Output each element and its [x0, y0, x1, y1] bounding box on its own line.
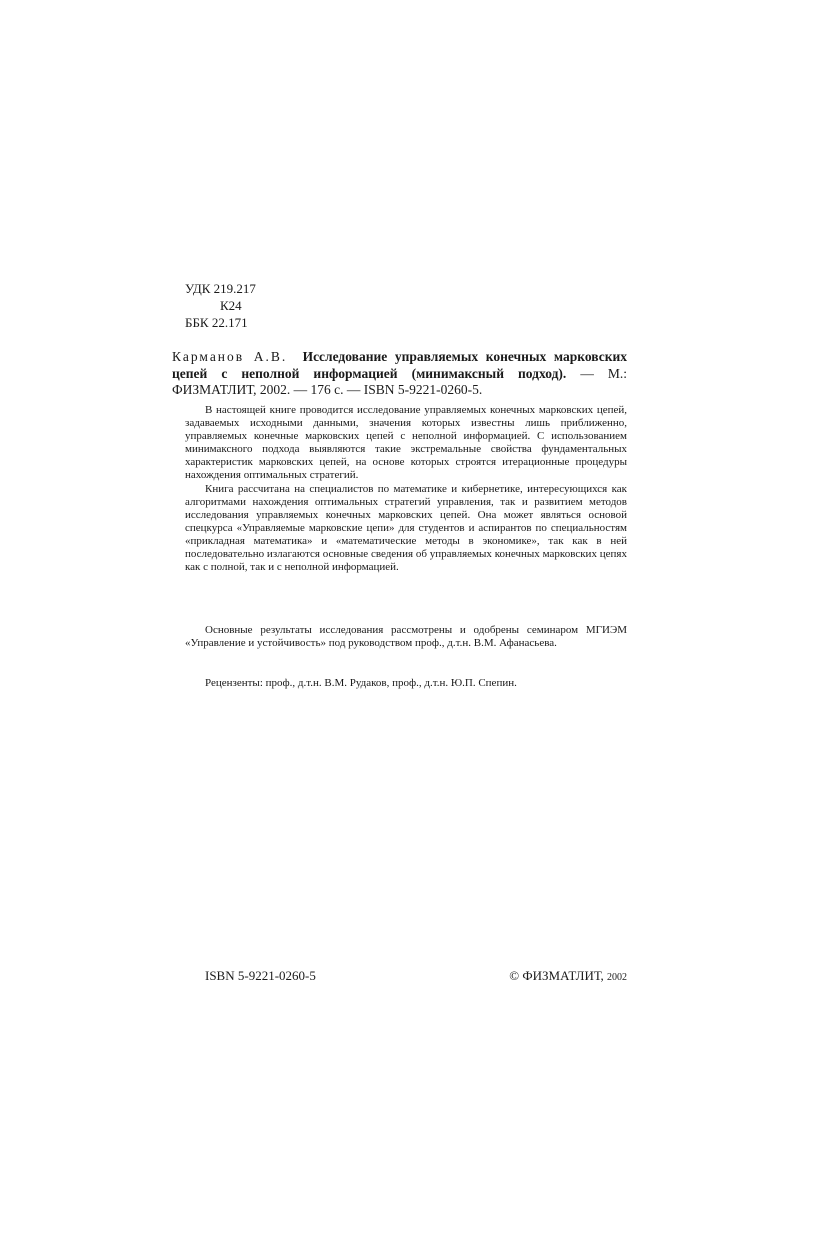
- abstract-paragraph: В настоящей книге проводится исследование управляемых конечных марковских цепей, задаваемых исходными данными, значения которых известны лишь приближенно, управляемых конечные марковских цепей с неполной информацией. С использованием минимаксного подхода выявляются такие экстремальные свойства фундаментальных характеристик марковских цепей, на основе которых строятся итерационные процедуры нахождения оптимальных стратегий.: [185, 404, 627, 482]
- reviewers-text: Рецензенты: проф., д.т.н. В.М. Рудаков, проф., д.т.н. Ю.П. Спепин.: [205, 677, 517, 689]
- bibliographic-entry: [172, 349, 627, 399]
- abstract-paragraph: Книга рассчитана на специалистов по математике и кибернетике, интересующихся как алгоритмами нахождения оптимальных стратегий управления, так и развитием методов исследования управляемых конечных марковских цепей. Она может являться основой спецкурса «Управляемые марковские цепи» для студентов и аспирантов по специальностям «прикладная математика» и «математические методы в экономике», так как в ней последовательно излагаются основные сведения об управляемых конечных марковских цепях как с полной, так и с неполной информацией.: [185, 482, 627, 574]
- book-imprint: — М.: ФИЗМАТЛИТ, 2002. — 176 с. — ISBN 5-9221-0260-5.: [172, 365, 628, 397]
- abstract: [185, 404, 627, 574]
- copyright-publisher: © ФИЗМАТЛИТ,: [509, 968, 604, 983]
- seminar-note-text: Основные результаты исследования рассмотрены и одобрены семинаром МГИЭМ «Управление и устойчивость» под руководством проф., д.т.н. В.М. Афанасьева.: [185, 624, 627, 650]
- author-mark: К24: [220, 298, 242, 313]
- reviewers: [185, 677, 627, 690]
- book-author: Карманов А.В.: [172, 349, 288, 364]
- footer-copyright: [498, 968, 627, 984]
- book-title: Исследование управляемых конечных марковских цепей с неполной информацией (минимаксный подход).: [172, 349, 628, 381]
- udk-code: УДК 219.217: [185, 281, 256, 296]
- seminar-note: [185, 624, 627, 650]
- footer-isbn: ISBN 5-9221-0260-5: [205, 968, 316, 983]
- bbk-code: ББК 22.171: [185, 315, 248, 330]
- classification-block: [185, 280, 256, 331]
- copyright-year: 2002: [607, 972, 627, 983]
